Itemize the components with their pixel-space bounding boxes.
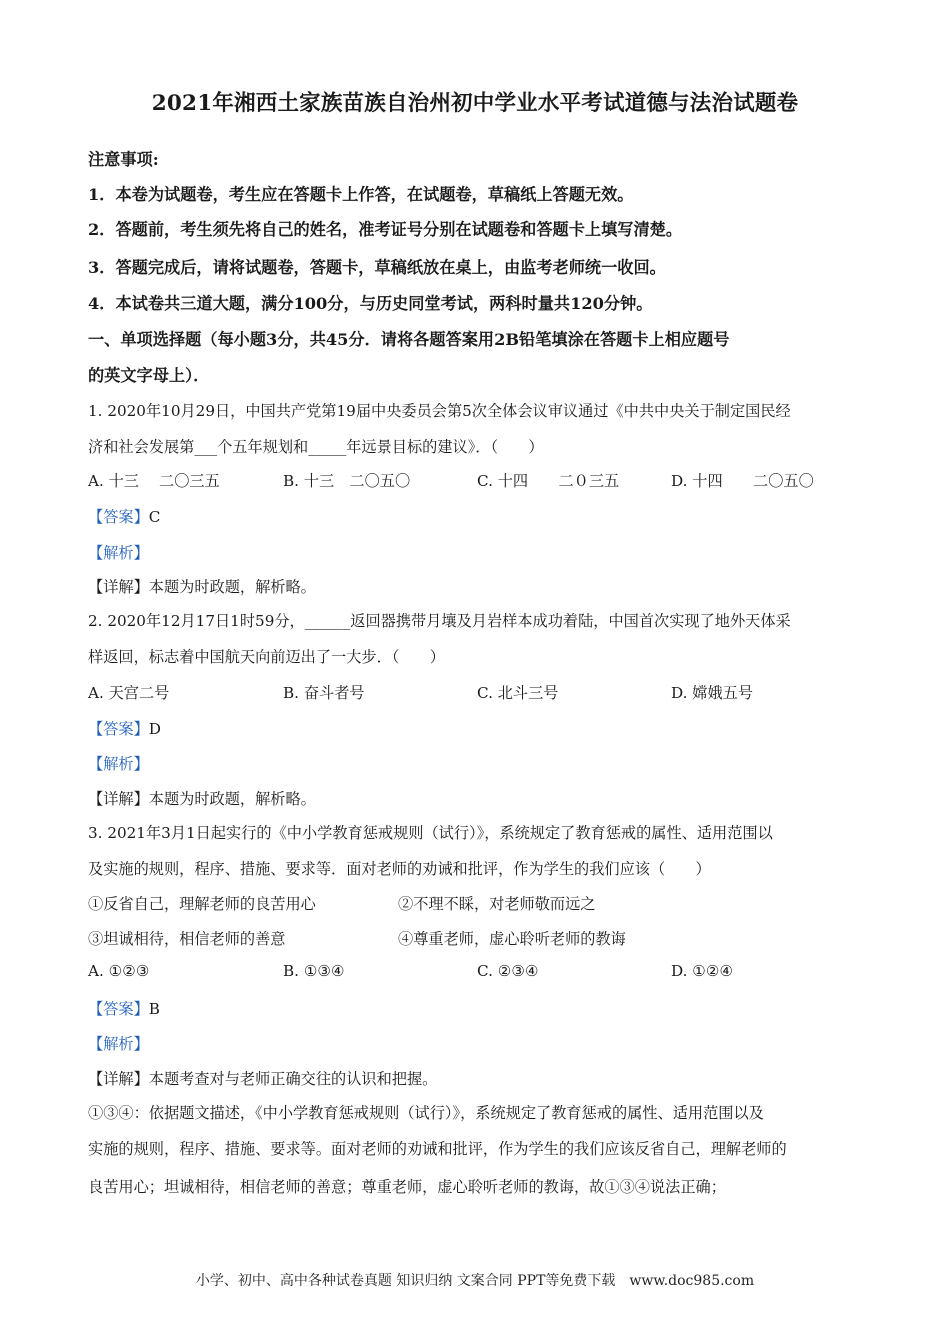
question-3-analysis [88,1033,868,1054]
question-3-choice-2: ②不理不睬，对老师敬而远之 [398,895,596,913]
question-2-answer [88,718,868,739]
question-3-choice-4: ④尊重老师，虚心聆听老师的教诲 [398,930,626,948]
question-2-option-b: B. 奋斗者号 [283,684,365,702]
notice-heading: 注意事项: [88,150,159,169]
page-footer: 小学、初中、高中各种试卷真题 知识归纳 文案合同 PPT等免费下载 www.doc985.com [195,1273,755,1289]
question-1-option-a: A. 十三 二〇三五 [88,472,220,490]
analysis-tag: 【解析】 [88,544,149,562]
question-1-option-d: D. 十四 二〇五〇 [671,472,814,490]
detail-text: 本题为时政题，解析略。 [148,790,316,808]
question-3-choice-1: ①反省自己，理解老师的良苦用心 [88,895,316,913]
question-3-option-a: A. ①②③ [88,962,150,980]
detail-text: 本题考查对与老师正确交往的认识和把握。 [148,1070,438,1088]
question-3-stem-cont: 及实施的规则，程序、措施、要求等．面对老师的劝诫和批评，作为学生的我们应该（ ） [88,860,711,878]
question-1-stem: 1. 2020年10月29日，中国共产党第19届中央委员会第5次全体会议审议通过《中共中央关于制定国民经 [88,402,791,420]
answer-tag: 【答案】 [88,720,149,738]
question-1-answer [88,506,868,527]
question-1-stem-cont: 济和社会发展第___个五年规划和_____年远景目标的建议》．（ ） [88,438,544,456]
notice-item: 4．本试卷共三道大题，满分100分，与历史同堂考试，两科时量共120分钟。 [88,294,653,313]
detail-tag: 【详解】 [88,1070,149,1088]
question-3-option-b: B. ①③④ [283,962,345,980]
question-3-explain-line: 实施的规则，程序、措施、要求等。面对老师的劝诫和批评，作为学生的我们应该反省自己，理解老师的 [88,1140,787,1158]
notice-item: 3．答题完成后，请将试题卷，答题卡，草稿纸放在桌上，由监考老师统一收回。 [88,258,666,277]
answer-tag: 【答案】 [88,508,149,526]
detail-text: 本题为时政题，解析略。 [148,578,316,596]
question-3-explain-line: 良苦用心；坦诚相待，相信老师的善意；尊重老师，虚心聆听老师的教诲，故①③④说法正确； [88,1178,726,1196]
answer-tag: 【答案】 [88,1000,149,1018]
section-heading: 一、单项选择题（每小题3分，共45分．请将各题答案用2B铅笔填涂在答题卡上相应题号 [88,330,730,349]
question-3-detail [88,1068,868,1089]
question-1-option-c: C. 十四 二０三五 [477,472,620,490]
question-1-option-b: B. 十三 二〇五〇 [283,472,411,490]
question-1-analysis [88,542,868,563]
question-3-answer [88,998,868,1019]
question-2-option-c: C. 北斗三号 [477,684,559,702]
question-2-detail [88,788,868,809]
analysis-tag: 【解析】 [88,755,149,773]
detail-tag: 【详解】 [88,578,149,596]
question-3-option-c: C. ②③④ [477,962,539,980]
question-2-stem: 2. 2020年12月17日1时59分，______返回器携带月壤及月岩样本成功着陆，中国首次实现了地外天体采 [88,612,791,630]
question-1-detail [88,576,868,597]
answer-value: D [148,720,161,738]
question-2-option-a: A. 天宫二号 [88,684,170,702]
section-heading-cont: 的英文字母上）． [88,366,210,385]
question-3-option-d: D. ①②④ [671,962,734,980]
notice-item: 1．本卷为试题卷，考生应在答题卡上作答，在试题卷，草稿纸上答题无效。 [88,185,634,204]
question-2-analysis [88,753,868,774]
answer-value: B [148,1000,160,1018]
question-2-stem-cont: 样返回，标志着中国航天向前迈出了一大步．（ ） [88,648,445,666]
detail-tag: 【详解】 [88,790,149,808]
notice-item: 2．答题前，考生须先将自己的姓名，准考证号分别在试题卷和答题卡上填写清楚。 [88,220,683,239]
question-2-option-d: D. 嫦娥五号 [671,684,754,702]
question-3-explain-line: ①③④：依据题文描述，《中小学教育惩戒规则（试行）》，系统规定了教育惩戒的属性、适用范围以及 [88,1104,764,1122]
page-title: 2021年湘西土家族苗族自治州初中学业水平考试道德与法治试题卷 [151,91,799,116]
analysis-tag: 【解析】 [88,1035,149,1053]
question-3-choice-3: ③坦诚相待，相信老师的善意 [88,930,286,948]
answer-value: C [148,508,161,526]
question-3-stem: 3. 2021年3月1日起实行的《中小学教育惩戒规则（试行）》，系统规定了教育惩戒的属性、适用范围以 [88,824,773,842]
